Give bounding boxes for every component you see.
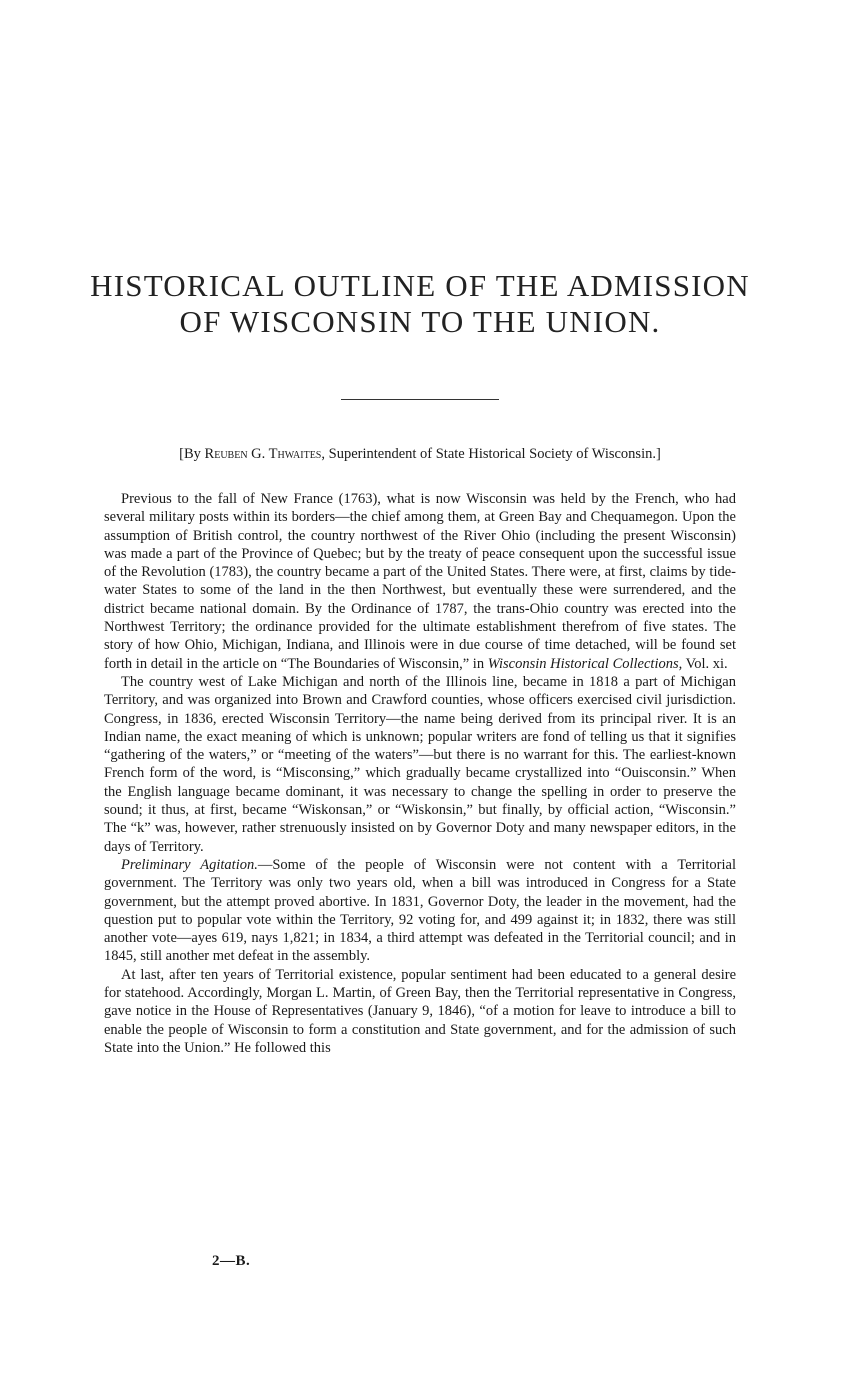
byline-author: Reuben G. Thwaites (204, 446, 322, 462)
paragraph-1 (104, 490, 736, 673)
signature-mark: 2—B. (212, 1253, 251, 1269)
paragraph-1-citation: Wisconsin Historical Collections, (487, 655, 683, 672)
title-line-1: HISTORICAL OUTLINE OF THE ADMISSION (90, 268, 750, 303)
paragraph-3-text: —Some of the people of Wisconsin were not content with a Territorial government. The Territory was only two years old, when a bill was introduced in Congress for a State government, but the attempt proved abortive. In 1831, Governor Doty, the leader in the movement, had the question put to popular vote within the Territory, 92 voting for, and 499 against it; in 1832, there was still another vote—ayes 619, nays 1,821; in 1834, a third attempt was defeated in the Territorial council; and in 1845, still another met defeat in the assembly. (104, 856, 736, 965)
paragraph-2: The country west of Lake Michigan and north of the Illinois line, became in 1818 a part of Michigan Territory, and was organized into Brown and Crawford counties, whose officers exercised civil jurisdiction. Congress, in 1836, erected Wisconsin Territory—the name being derived from its principal river. It is an Indian name, the exact meaning of which is unknown; popular writers are fond of telling us that it signifies “gathering of the waters,” or “meeting of the waters”—but there is no warrant for this. The earliest-known French form of the word, is “Misconsing,” which gradually became crystallized into “Ouisconsin.” When the English language became dominant, it was necessary to change the spelling in order to preserve the sound; it thus, at first, became “Wiskonsan,” or “Wiskonsin,” but finally, by official action, “Wisconsin.” The “k” was, however, rather strenuously insisted on by Governor Doty and many newspaper editors, in the days of Territory. (104, 673, 736, 855)
page-title (90, 268, 750, 340)
byline-open: [By (179, 446, 205, 462)
paragraph-3 (104, 856, 736, 966)
byline-rest: , Superintendent of State Historical Society of Wisconsin.] (321, 446, 661, 462)
title-divider (341, 399, 499, 400)
article-body (104, 490, 736, 1057)
paragraph-1-text: Previous to the fall of New France (1763), what is now Wisconsin was held by the French, who had several military posts within its borders—the chief among them, at Green Bay and Chequamegon. Upon the assumption of British control, the country northwest of the River Ohio (including the present Wisconsin) was made a part of the Province of Quebec; but by the treaty of peace consequent upon the successful issue of the Revolution (1783), the country became a part of the United States. There were, at first, claims by tide-water States to some of the land in the then Northwest, but eventually these were surrendered, and the district became national domain. By the Ordinance of 1787, the trans-Ohio country was erected into the Northwest Territory; the ordinance provided for the ultimate establishment therefrom of five states. The story of how Ohio, Michigan, Indiana, and Illinois were in due course of time detached, will be found set forth in detail in the article on “The Boundaries of Wisconsin,” in (104, 491, 736, 672)
author-byline (104, 445, 736, 464)
section-run-in-heading: Preliminary Agitation. (121, 856, 258, 873)
paragraph-1-end: Vol. xi. (682, 655, 728, 672)
title-line-2: OF WISCONSIN TO THE UNION. (179, 304, 661, 339)
paragraph-4: At last, after ten years of Territorial existence, popular sentiment had been educated to a general desire for statehood. Accordingly, Morgan L. Martin, of Green Bay, then the Territorial representative in Congress, gave notice in the House of Representatives (January 9, 1846), “of a motion for leave to introduce a bill to enable the people of Wisconsin to form a constitution and State government, and for the admission of such State into the Union.” He followed this (104, 966, 736, 1056)
